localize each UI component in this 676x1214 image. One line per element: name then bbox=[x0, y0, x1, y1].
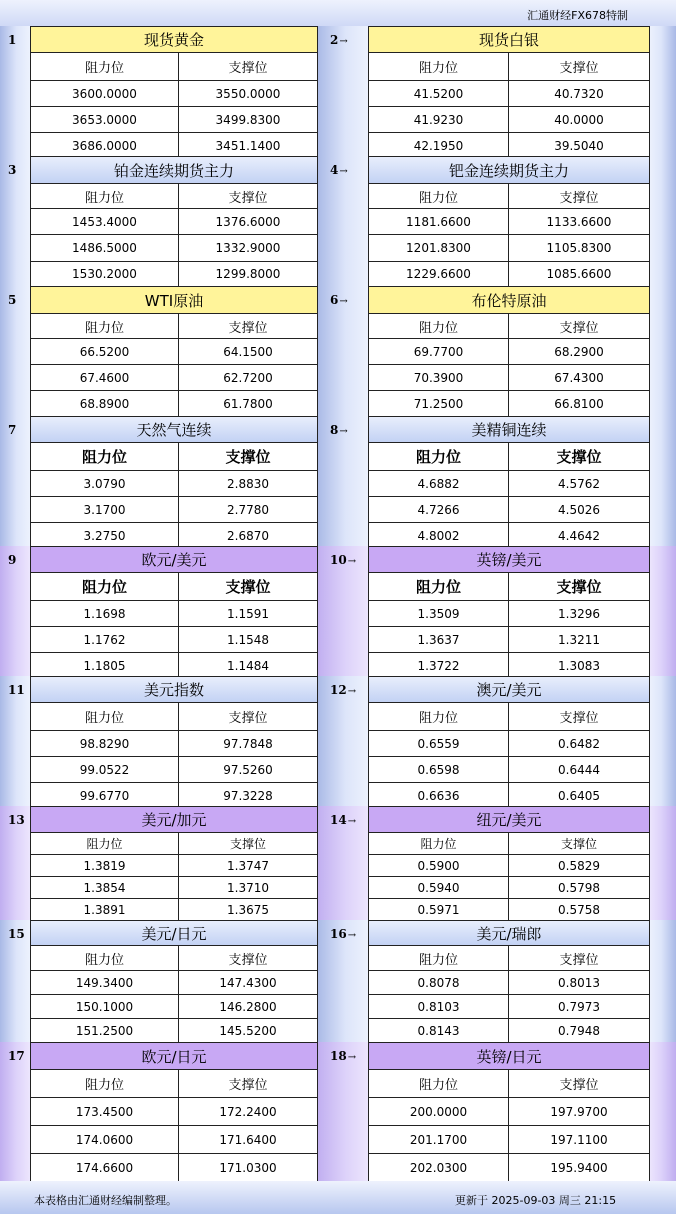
resistance-header: 阻力位 bbox=[368, 1069, 509, 1098]
bottom-bar bbox=[0, 1181, 676, 1214]
support-value: 1299.8000 bbox=[178, 261, 318, 287]
support-value: 62.7200 bbox=[178, 364, 318, 391]
support-value: 40.7320 bbox=[508, 80, 650, 107]
side-stripe bbox=[649, 26, 676, 158]
instrument-number-text: 6 bbox=[330, 293, 339, 307]
arrow-icon: → bbox=[339, 296, 348, 307]
resistance-header: 阻力位 bbox=[368, 572, 509, 601]
support-header: 支撑位 bbox=[508, 183, 650, 209]
support-header: 支撑位 bbox=[508, 313, 650, 339]
instrument-number-text: 13 bbox=[8, 813, 25, 827]
instrument-number bbox=[330, 813, 356, 827]
footer-note: 本表格由汇通财经编制整理。 bbox=[34, 1194, 177, 1207]
instrument-title: 英镑/日元 bbox=[368, 1042, 650, 1070]
resistance-header: 阻力位 bbox=[30, 313, 179, 339]
instrument-title: 澳元/美元 bbox=[368, 676, 650, 703]
resistance-value: 201.1700 bbox=[368, 1125, 509, 1154]
resistance-value: 68.8900 bbox=[30, 390, 179, 417]
support-value: 0.7973 bbox=[508, 994, 650, 1019]
support-value: 66.8100 bbox=[508, 390, 650, 417]
resistance-value: 1.1762 bbox=[30, 626, 179, 653]
support-value: 147.4300 bbox=[178, 970, 318, 995]
resistance-header: 阻力位 bbox=[368, 442, 509, 471]
side-stripe bbox=[649, 920, 676, 1042]
instrument-number bbox=[330, 927, 356, 941]
instrument-number-text: 4 bbox=[330, 163, 339, 177]
support-value: 197.1100 bbox=[508, 1125, 650, 1154]
side-stripe bbox=[649, 156, 676, 286]
support-value: 68.2900 bbox=[508, 338, 650, 365]
instrument-number-text: 14 bbox=[330, 813, 347, 827]
support-value: 195.9400 bbox=[508, 1153, 650, 1182]
resistance-header: 阻力位 bbox=[368, 832, 509, 855]
instrument-number-text: 11 bbox=[8, 683, 25, 697]
support-value: 2.8830 bbox=[178, 470, 318, 497]
instrument-number bbox=[330, 683, 356, 697]
instrument-number bbox=[8, 163, 16, 177]
arrow-icon: → bbox=[347, 1052, 357, 1063]
instrument-title: 美元指数 bbox=[30, 676, 318, 703]
support-value: 1.3675 bbox=[178, 898, 318, 921]
arrow-icon: → bbox=[347, 556, 357, 567]
instrument-number-text: 10 bbox=[330, 553, 347, 567]
resistance-value: 0.8103 bbox=[368, 994, 509, 1019]
resistance-value: 3.0790 bbox=[30, 470, 179, 497]
resistance-value: 1453.4000 bbox=[30, 208, 179, 235]
resistance-value: 0.6559 bbox=[368, 730, 509, 757]
instrument-title: 现货黄金 bbox=[30, 26, 318, 53]
support-value: 0.5829 bbox=[508, 854, 650, 877]
instrument-title: 欧元/美元 bbox=[30, 546, 318, 573]
support-value: 2.6870 bbox=[178, 522, 318, 549]
support-value: 171.6400 bbox=[178, 1125, 318, 1154]
resistance-value: 0.8143 bbox=[368, 1018, 509, 1043]
side-stripe bbox=[649, 676, 676, 808]
instrument-title: 布伦特原油 bbox=[368, 286, 650, 314]
support-value: 1.3296 bbox=[508, 600, 650, 627]
support-value: 61.7800 bbox=[178, 390, 318, 417]
resistance-value: 1.3854 bbox=[30, 876, 179, 899]
instrument-number bbox=[330, 163, 348, 177]
resistance-header: 阻力位 bbox=[30, 52, 179, 81]
footer-updated: 更新于 2025-09-03 周三 21:15 bbox=[455, 1194, 617, 1207]
instrument-number bbox=[8, 1049, 25, 1063]
support-value: 171.0300 bbox=[178, 1153, 318, 1182]
instrument-number-text: 3 bbox=[8, 163, 17, 177]
resistance-value: 0.5971 bbox=[368, 898, 509, 921]
instrument-title: 美元/加元 bbox=[30, 806, 318, 833]
resistance-value: 0.5940 bbox=[368, 876, 509, 899]
support-value: 97.7848 bbox=[178, 730, 318, 757]
resistance-value: 4.7266 bbox=[368, 496, 509, 523]
resistance-value: 1.3722 bbox=[368, 652, 509, 679]
resistance-header: 阻力位 bbox=[30, 945, 179, 971]
instrument-title: 美精铜连续 bbox=[368, 416, 650, 443]
instrument-number-text: 7 bbox=[8, 423, 17, 437]
resistance-header: 阻力位 bbox=[30, 1069, 179, 1098]
support-header: 支撑位 bbox=[178, 313, 318, 339]
support-header: 支撑位 bbox=[508, 832, 650, 855]
resistance-header: 阻力位 bbox=[30, 832, 179, 855]
resistance-value: 174.0600 bbox=[30, 1125, 179, 1154]
support-value: 1133.6600 bbox=[508, 208, 650, 235]
resistance-value: 71.2500 bbox=[368, 390, 509, 417]
support-header: 支撑位 bbox=[508, 442, 650, 471]
resistance-value: 149.3400 bbox=[30, 970, 179, 995]
resistance-header: 阻力位 bbox=[30, 702, 179, 731]
side-stripe bbox=[649, 286, 676, 416]
instrument-number-text: 1 bbox=[8, 33, 17, 47]
support-value: 1105.8300 bbox=[508, 234, 650, 262]
support-value: 0.7948 bbox=[508, 1018, 650, 1043]
instrument-number bbox=[8, 553, 16, 567]
support-value: 39.5040 bbox=[508, 132, 650, 159]
support-header: 支撑位 bbox=[508, 945, 650, 971]
support-value: 145.5200 bbox=[178, 1018, 318, 1043]
instrument-number-text: 9 bbox=[8, 553, 17, 567]
instrument-number-text: 15 bbox=[8, 927, 25, 941]
resistance-value: 66.5200 bbox=[30, 338, 179, 365]
resistance-value: 1.3637 bbox=[368, 626, 509, 653]
support-value: 146.2800 bbox=[178, 994, 318, 1019]
resistance-header: 阻力位 bbox=[368, 702, 509, 731]
support-header: 支撑位 bbox=[508, 1069, 650, 1098]
resistance-value: 99.0522 bbox=[30, 756, 179, 783]
resistance-value: 3.2750 bbox=[30, 522, 179, 549]
support-header: 支撑位 bbox=[508, 572, 650, 601]
instrument-title: 纽元/美元 bbox=[368, 806, 650, 833]
support-header: 支撑位 bbox=[178, 572, 318, 601]
support-header: 支撑位 bbox=[178, 945, 318, 971]
support-header: 支撑位 bbox=[178, 183, 318, 209]
support-value: 1.3710 bbox=[178, 876, 318, 899]
resistance-value: 1486.5000 bbox=[30, 234, 179, 262]
instrument-number-text: 18 bbox=[330, 1049, 347, 1063]
resistance-value: 41.5200 bbox=[368, 80, 509, 107]
arrow-icon: → bbox=[339, 36, 348, 47]
resistance-value: 1201.8300 bbox=[368, 234, 509, 262]
instrument-title: WTI原油 bbox=[30, 286, 318, 314]
resistance-header: 阻力位 bbox=[30, 183, 179, 209]
resistance-value: 0.6636 bbox=[368, 782, 509, 809]
support-value: 40.0000 bbox=[508, 106, 650, 133]
support-value: 3550.0000 bbox=[178, 80, 318, 107]
instrument-number-text: 8 bbox=[330, 423, 339, 437]
support-value: 0.8013 bbox=[508, 970, 650, 995]
instrument-number bbox=[8, 293, 16, 307]
resistance-value: 0.5900 bbox=[368, 854, 509, 877]
resistance-value: 1229.6600 bbox=[368, 261, 509, 287]
arrow-icon: → bbox=[339, 426, 348, 437]
top-bar bbox=[0, 0, 676, 26]
resistance-value: 41.9230 bbox=[368, 106, 509, 133]
support-value: 1332.9000 bbox=[178, 234, 318, 262]
resistance-header: 阻力位 bbox=[30, 572, 179, 601]
support-header: 支撑位 bbox=[178, 702, 318, 731]
support-header: 支撑位 bbox=[178, 442, 318, 471]
resistance-value: 1.3819 bbox=[30, 854, 179, 877]
support-header: 支撑位 bbox=[508, 52, 650, 81]
resistance-value: 3686.0000 bbox=[30, 132, 179, 159]
instrument-title: 美元/日元 bbox=[30, 920, 318, 946]
arrow-icon: → bbox=[347, 686, 357, 697]
resistance-header: 阻力位 bbox=[368, 183, 509, 209]
support-value: 0.5798 bbox=[508, 876, 650, 899]
resistance-value: 0.6598 bbox=[368, 756, 509, 783]
resistance-value: 3.1700 bbox=[30, 496, 179, 523]
support-value: 1.3211 bbox=[508, 626, 650, 653]
support-value: 4.4642 bbox=[508, 522, 650, 549]
support-value: 1.3747 bbox=[178, 854, 318, 877]
resistance-header: 阻力位 bbox=[30, 442, 179, 471]
resistance-value: 3600.0000 bbox=[30, 80, 179, 107]
instrument-number bbox=[8, 33, 16, 47]
resistance-value: 1.1805 bbox=[30, 652, 179, 679]
resistance-value: 1.3891 bbox=[30, 898, 179, 921]
instrument-title: 天然气连续 bbox=[30, 416, 318, 443]
support-header: 支撑位 bbox=[178, 832, 318, 855]
support-header: 支撑位 bbox=[178, 1069, 318, 1098]
support-value: 2.7780 bbox=[178, 496, 318, 523]
side-stripe bbox=[649, 416, 676, 548]
instrument-number bbox=[8, 423, 16, 437]
instrument-number-text: 16 bbox=[330, 927, 347, 941]
support-header: 支撑位 bbox=[508, 702, 650, 731]
resistance-header: 阻力位 bbox=[368, 52, 509, 81]
instrument-number bbox=[8, 813, 25, 827]
instrument-title: 铂金连续期货主力 bbox=[30, 156, 318, 184]
support-value: 4.5026 bbox=[508, 496, 650, 523]
support-value: 3451.1400 bbox=[178, 132, 318, 159]
support-value: 0.6482 bbox=[508, 730, 650, 757]
resistance-value: 99.6770 bbox=[30, 782, 179, 809]
instrument-title: 钯金连续期货主力 bbox=[368, 156, 650, 184]
support-value: 197.9700 bbox=[508, 1097, 650, 1126]
resistance-header: 阻力位 bbox=[368, 945, 509, 971]
resistance-value: 42.1950 bbox=[368, 132, 509, 159]
instrument-number bbox=[330, 33, 348, 47]
resistance-value: 4.8002 bbox=[368, 522, 509, 549]
support-value: 97.5260 bbox=[178, 756, 318, 783]
resistance-value: 98.8290 bbox=[30, 730, 179, 757]
support-value: 172.2400 bbox=[178, 1097, 318, 1126]
resistance-value: 202.0300 bbox=[368, 1153, 509, 1182]
instrument-number bbox=[330, 423, 348, 437]
instrument-title: 美元/瑞郎 bbox=[368, 920, 650, 946]
credit-text: 汇通财经FX678特制 bbox=[527, 9, 628, 22]
resistance-value: 1.1698 bbox=[30, 600, 179, 627]
instrument-title: 英镑/美元 bbox=[368, 546, 650, 573]
side-stripe bbox=[649, 806, 676, 920]
support-value: 64.1500 bbox=[178, 338, 318, 365]
resistance-value: 1.3509 bbox=[368, 600, 509, 627]
support-value: 1.1484 bbox=[178, 652, 318, 679]
resistance-value: 67.4600 bbox=[30, 364, 179, 391]
instrument-number bbox=[8, 683, 25, 697]
arrow-icon: → bbox=[347, 816, 357, 827]
arrow-icon: → bbox=[347, 930, 357, 941]
support-value: 0.6444 bbox=[508, 756, 650, 783]
resistance-value: 70.3900 bbox=[368, 364, 509, 391]
instrument-title: 欧元/日元 bbox=[30, 1042, 318, 1070]
instrument-number bbox=[330, 293, 348, 307]
support-value: 0.6405 bbox=[508, 782, 650, 809]
resistance-value: 174.6600 bbox=[30, 1153, 179, 1182]
side-stripe bbox=[649, 1042, 676, 1181]
support-value: 97.3228 bbox=[178, 782, 318, 809]
instrument-number-text: 5 bbox=[8, 293, 17, 307]
resistance-value: 1181.6600 bbox=[368, 208, 509, 235]
support-value: 3499.8300 bbox=[178, 106, 318, 133]
support-value: 1.1591 bbox=[178, 600, 318, 627]
instrument-number-text: 2 bbox=[330, 33, 339, 47]
side-stripe bbox=[649, 546, 676, 678]
support-value: 4.5762 bbox=[508, 470, 650, 497]
resistance-value: 4.6882 bbox=[368, 470, 509, 497]
resistance-value: 200.0000 bbox=[368, 1097, 509, 1126]
support-value: 1.1548 bbox=[178, 626, 318, 653]
resistance-header: 阻力位 bbox=[368, 313, 509, 339]
instrument-number-text: 12 bbox=[330, 683, 347, 697]
support-value: 1085.6600 bbox=[508, 261, 650, 287]
resistance-value: 173.4500 bbox=[30, 1097, 179, 1126]
support-value: 1376.6000 bbox=[178, 208, 318, 235]
resistance-value: 1530.2000 bbox=[30, 261, 179, 287]
instrument-title: 现货白银 bbox=[368, 26, 650, 53]
instrument-number-text: 17 bbox=[8, 1049, 25, 1063]
instrument-number bbox=[8, 927, 25, 941]
support-value: 0.5758 bbox=[508, 898, 650, 921]
resistance-value: 3653.0000 bbox=[30, 106, 179, 133]
instrument-number bbox=[330, 553, 356, 567]
support-header: 支撑位 bbox=[178, 52, 318, 81]
resistance-value: 151.2500 bbox=[30, 1018, 179, 1043]
resistance-value: 69.7700 bbox=[368, 338, 509, 365]
support-value: 67.4300 bbox=[508, 364, 650, 391]
support-value: 1.3083 bbox=[508, 652, 650, 679]
resistance-value: 150.1000 bbox=[30, 994, 179, 1019]
instrument-number bbox=[330, 1049, 356, 1063]
arrow-icon: → bbox=[339, 166, 348, 177]
resistance-value: 0.8078 bbox=[368, 970, 509, 995]
